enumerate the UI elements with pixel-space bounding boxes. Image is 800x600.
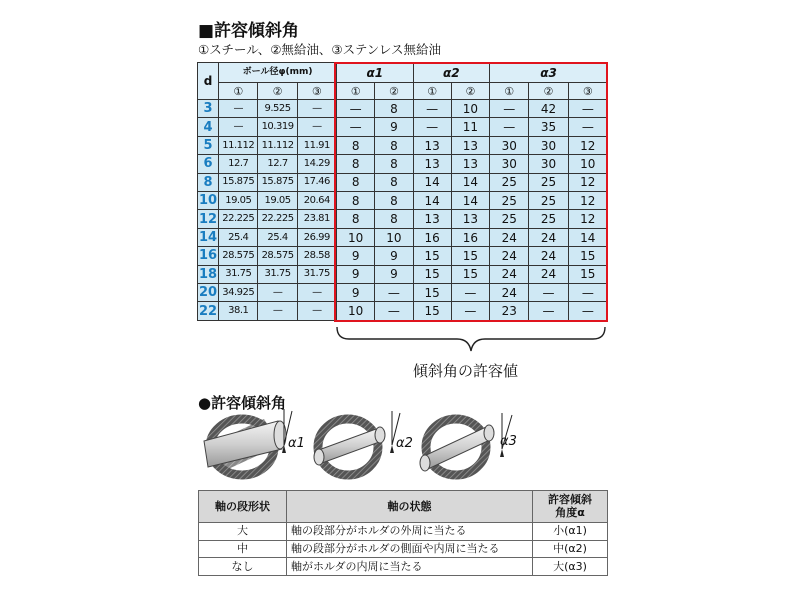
angle-value-cell: 25	[490, 173, 529, 191]
angle-value-cell: 8	[375, 210, 413, 228]
ball-diameter-cell: 11.112	[219, 136, 258, 154]
header-alpha2: α2	[413, 63, 490, 83]
angle-value-cell: —	[529, 284, 568, 302]
angle-value-cell: 25	[529, 173, 568, 191]
angle-cell: 小(α1)	[533, 523, 608, 541]
ball-diameter-cell: 11.91	[297, 136, 336, 154]
ball-diameter-cell: 34.925	[219, 284, 258, 302]
angle-cell: 大(α3)	[533, 558, 608, 576]
angle-value-cell: 13	[413, 155, 451, 173]
angle-value-cell: 14	[413, 192, 451, 210]
ball-material-3: ③	[297, 83, 336, 100]
ball-diameter-cell: 23.81	[297, 210, 336, 228]
ball-diameter-cell: 15.875	[258, 173, 297, 191]
angle-value-cell: —	[375, 302, 413, 321]
angle-value-cell: 13	[451, 210, 489, 228]
ball-diameter-cell: 19.05	[258, 192, 297, 210]
ball-diameter-cell: 38.1	[219, 302, 258, 321]
shaft-diameter-cell: 18	[199, 266, 218, 282]
ball-diameter-cell: 28.575	[258, 247, 297, 265]
angle-value-cell: 15	[413, 265, 451, 283]
angle-value-cell: 8	[337, 155, 375, 173]
angle-value-cell: 30	[529, 136, 568, 154]
ball-diameter-cell: 26.99	[297, 228, 336, 246]
ball-diameter-cell: 31.75	[258, 265, 297, 283]
ball-diameter-cell: —	[258, 302, 297, 321]
state-cell: 軸の段部分がホルダの側面や内周に当たる	[287, 540, 533, 558]
ball-diameter-cell: 9.525	[258, 100, 297, 118]
angle-value-cell: —	[490, 100, 529, 118]
shaft-diameter-cell: 8	[198, 173, 219, 191]
angle-value-cell: —	[529, 302, 568, 321]
angle-value-cell: —	[568, 100, 607, 118]
table-row	[199, 540, 608, 558]
ball-diameter-cell: 15.875	[219, 173, 258, 191]
ball-diameter-cell: 28.575	[219, 247, 258, 265]
angle-value-cell: 9	[375, 118, 413, 136]
ball-diameter-cell: —	[297, 118, 336, 136]
a2-material-1: ①	[413, 83, 451, 100]
angle-value-cell: —	[568, 302, 607, 321]
shaft-diameter-cell: 16	[199, 248, 218, 264]
ball-diameter-cell: 20.64	[297, 192, 336, 210]
shaft-diameter-cell: 3	[198, 100, 219, 118]
a1-material-1: ①	[337, 83, 375, 100]
ball-material-2: ②	[258, 83, 297, 100]
angle-value-cell: 15	[413, 247, 451, 265]
angle-value-cell: 24	[529, 265, 568, 283]
angle-value-cell: 15	[568, 265, 607, 283]
angle-value-cell: 8	[375, 100, 413, 118]
angle-value-cell: 9	[337, 284, 375, 302]
a1-material-2: ②	[375, 83, 413, 100]
shaft-diameter-cell: 5	[198, 136, 219, 154]
angle-value-cell: —	[337, 118, 375, 136]
header-alpha1: α1	[337, 63, 414, 83]
ball-diameter-cell: 11.112	[258, 136, 297, 154]
angle-value-cell: 9	[375, 265, 413, 283]
angle-value-cell: 8	[375, 136, 413, 154]
ball-diameter-cell: 19.05	[219, 192, 258, 210]
angle-value-cell: 13	[451, 155, 489, 173]
alpha2-label: α2	[396, 436, 413, 451]
shaft-diameter-cell: 14	[199, 230, 218, 246]
angle-value-cell: 42	[529, 100, 568, 118]
ball-diameter-cell: 31.75	[297, 265, 336, 283]
ball-diameter-cell: 17.46	[297, 173, 336, 191]
angle-value-cell: 16	[413, 228, 451, 246]
angle-value-cell: —	[451, 284, 489, 302]
a3-material-3: ③	[568, 83, 607, 100]
ball-diameter-cell: 31.75	[219, 265, 258, 283]
angle-cell: 中(α2)	[533, 540, 608, 558]
angle-value-cell: 24	[490, 247, 529, 265]
ball-diameter-cell: 22.225	[219, 210, 258, 228]
a2-material-2: ②	[451, 83, 489, 100]
shaft-diameter-cell: 6	[198, 155, 219, 173]
angle-value-cell: 14	[413, 173, 451, 191]
angle-value-cell: —	[375, 284, 413, 302]
angle-value-cell: —	[337, 100, 375, 118]
angle-value-cell: 30	[490, 136, 529, 154]
angle-value-cell: 15	[413, 302, 451, 321]
shaft-diameter-cell: 22	[199, 303, 218, 319]
figure-alpha3	[420, 413, 517, 475]
angle-value-cell: —	[413, 100, 451, 118]
figure-alpha1	[204, 409, 305, 475]
angle-value-cell: —	[490, 118, 529, 136]
ball-diameter-cell: 12.7	[219, 155, 258, 173]
angle-value-cell: 8	[337, 192, 375, 210]
angle-value-cell: 8	[375, 155, 413, 173]
ball-material-1: ①	[219, 83, 258, 100]
curly-brace-icon	[335, 325, 607, 355]
angle-value-cell: 23	[490, 302, 529, 321]
shape-cell: 中	[199, 540, 287, 558]
a3-material-1: ①	[490, 83, 529, 100]
ball-diameter-cell: —	[258, 284, 297, 302]
angle-value-cell: 12	[568, 192, 607, 210]
angle-value-cell: —	[568, 118, 607, 136]
ball-diameter-cell: 25.4	[219, 228, 258, 246]
shaft-diameter-cell: 4	[198, 118, 219, 136]
angle-value-cell: 25	[529, 210, 568, 228]
page-title: ■許容傾斜角	[198, 21, 300, 41]
angle-value-cell: 30	[490, 155, 529, 173]
ball-diameter-cell: —	[297, 302, 336, 321]
angle-value-cell: 24	[529, 228, 568, 246]
angle-value-cell: 9	[337, 265, 375, 283]
alpha3-label: α3	[500, 434, 517, 449]
angle-value-cell: 15	[568, 247, 607, 265]
brace-label: 傾斜角の許容値	[413, 362, 519, 380]
ball-diameter-cell: 25.4	[258, 228, 297, 246]
angle-value-cell: 9	[375, 247, 413, 265]
angle-value-cell: 14	[568, 228, 607, 246]
angle-value-cell: 14	[451, 192, 489, 210]
angle-value-cell: 35	[529, 118, 568, 136]
angle-value-cell: 13	[413, 136, 451, 154]
angle-value-cell: 25	[490, 210, 529, 228]
ball-diameter-cell: 22.225	[258, 210, 297, 228]
state-cell: 軸の段部分がホルダの外周に当たる	[287, 523, 533, 541]
angle-value-cell: 8	[337, 136, 375, 154]
angle-value-cell: 13	[413, 210, 451, 228]
angle-value-cell: 8	[375, 192, 413, 210]
header-d: d	[198, 63, 219, 100]
angle-value-cell: 24	[490, 284, 529, 302]
shape-cell: 大	[199, 523, 287, 541]
state-cell: 軸がホルダの内周に当たる	[287, 558, 533, 576]
angle-value-cell: 10	[337, 302, 375, 321]
angle-value-cell: —	[451, 302, 489, 321]
shape-cell: なし	[199, 558, 287, 576]
angle-value-cell: 8	[375, 173, 413, 191]
table-row	[199, 523, 608, 541]
angle-value-cell: 10	[337, 228, 375, 246]
tilt-diagram	[200, 405, 520, 485]
ball-diameter-cell: —	[219, 100, 258, 118]
angle-value-cell: 24	[490, 265, 529, 283]
alpha1-label: α1	[288, 436, 305, 451]
section-title: ●許容傾斜角	[198, 394, 287, 412]
shaft-diameter-cell: 12	[199, 211, 218, 227]
shaft-diameter-cell: 20	[199, 285, 218, 301]
ball-diameter-cell: —	[219, 118, 258, 136]
header-angle: 許容傾斜 角度α	[533, 491, 608, 523]
angle-value-cell: 8	[337, 173, 375, 191]
ball-diameter-cell: —	[297, 100, 336, 118]
angle-value-cell: 12	[568, 136, 607, 154]
a3-material-2: ②	[529, 83, 568, 100]
angle-value-cell: 13	[451, 136, 489, 154]
shaft-state-table	[198, 490, 608, 576]
angle-value-cell: 10	[375, 228, 413, 246]
angle-value-cell: 9	[337, 247, 375, 265]
allowable-angle-highlight	[334, 62, 608, 322]
angle-value-cell: 12	[568, 173, 607, 191]
header-state: 軸の状態	[287, 491, 533, 523]
angle-value-cell: 8	[337, 210, 375, 228]
angle-value-cell: 24	[490, 228, 529, 246]
angle-value-cell: 15	[451, 265, 489, 283]
ball-diameter-cell: —	[297, 284, 336, 302]
angle-value-cell: 12	[568, 210, 607, 228]
angle-value-cell: 30	[529, 155, 568, 173]
angle-value-cell: —	[413, 118, 451, 136]
ball-diameter-cell: 28.58	[297, 247, 336, 265]
angle-value-cell: —	[568, 284, 607, 302]
header-ball-diameter: ボール径φ(mm)	[219, 63, 337, 83]
angle-value-cell: 11	[451, 118, 489, 136]
shaft-diameter-cell: 10	[199, 193, 218, 209]
angle-value-cell: 14	[451, 173, 489, 191]
header-shape: 軸の段形状	[199, 491, 287, 523]
table-row	[199, 558, 608, 576]
ball-diameter-cell: 10.319	[258, 118, 297, 136]
angle-value-cell: 15	[451, 247, 489, 265]
ball-diameter-cell: 14.29	[297, 155, 336, 173]
angle-value-cell: 24	[529, 247, 568, 265]
angle-value-cell: 10	[451, 100, 489, 118]
material-legend: ①スチール、②無給油、③ステンレス無給油	[198, 42, 442, 57]
angle-value-cell: 25	[490, 192, 529, 210]
angle-value-cell: 16	[451, 228, 489, 246]
figure-alpha2	[314, 411, 413, 475]
angle-value-cell: 15	[413, 284, 451, 302]
ball-diameter-cell: 12.7	[258, 155, 297, 173]
angle-value-cell: 25	[529, 192, 568, 210]
header-alpha3: α3	[490, 63, 608, 83]
angle-value-cell: 10	[568, 155, 607, 173]
